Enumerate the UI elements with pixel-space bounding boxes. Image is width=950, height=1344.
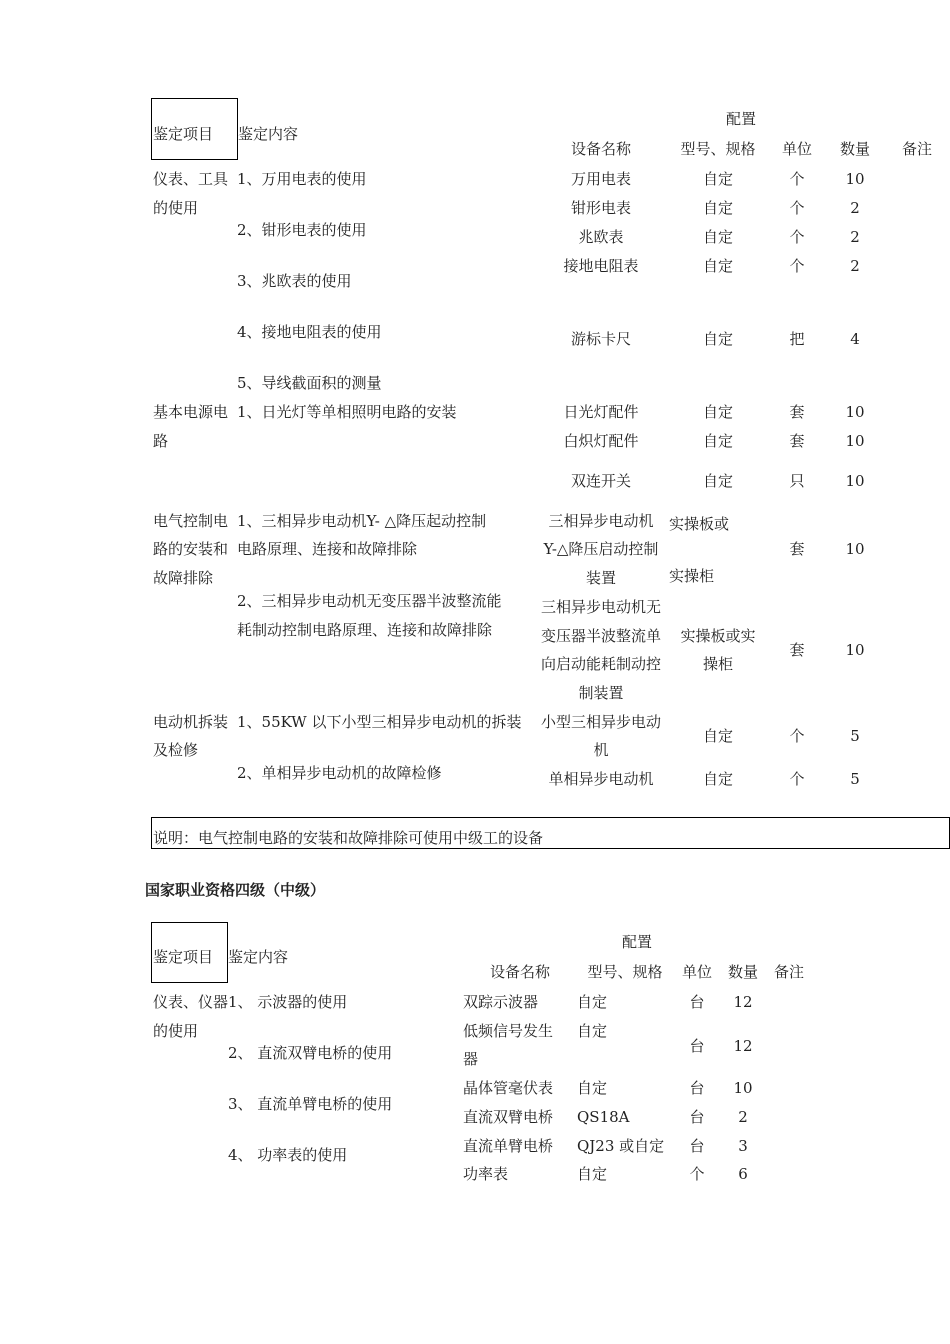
device-cell: 晶体管毫伏表 — [463, 1079, 554, 1097]
device-cell: 三相异步电动机 — [548, 512, 654, 530]
unit-cell: 台 — [689, 993, 705, 1011]
unit-cell: 只 — [789, 472, 805, 490]
model-cell: QS18A — [577, 1108, 630, 1126]
qty-cell: 2 — [850, 257, 860, 275]
qty-cell: 10 — [845, 472, 865, 490]
header-content: 鉴定内容 — [228, 948, 289, 966]
item-cell: 仪表、工具 — [153, 170, 229, 188]
model-cell: 实操板或实 — [680, 627, 756, 645]
remark-text: 说明：电气控制电路的安装和故障排除可使用中级工的设备 — [153, 829, 544, 847]
content-cell: 3、兆欧表的使用 — [237, 272, 352, 290]
content-cell: 2、单相异步电动机的故障检修 — [237, 764, 442, 782]
qty-cell: 5 — [850, 770, 860, 788]
content-cell: 3、 直流单臂电桥的使用 — [228, 1095, 393, 1113]
content-cell: 1、三相异步电动机Y- △降压起动控制 — [237, 512, 487, 530]
model-cell: 操柜 — [702, 655, 734, 673]
unit-cell: 把 — [789, 330, 805, 348]
model-cell: 自定 — [702, 770, 734, 788]
unit-cell: 个 — [789, 228, 805, 246]
device-cell: 钳形电表 — [570, 199, 632, 217]
content-cell: 1、 示波器的使用 — [228, 993, 348, 1011]
device-cell: 功率表 — [463, 1165, 509, 1183]
header-config: 配置 — [725, 110, 757, 128]
item-cell: 电动机拆装 — [153, 713, 229, 731]
device-cell: 制装置 — [578, 684, 624, 702]
device-cell: 日光灯配件 — [563, 403, 639, 421]
model-cell: 自定 — [702, 170, 734, 188]
content-cell: 2、 直流双臂电桥的使用 — [228, 1044, 393, 1062]
header-item: 鉴定项目 — [153, 948, 214, 966]
qty-cell: 10 — [845, 403, 865, 421]
unit-cell: 个 — [789, 727, 805, 745]
device-cell: 变压器半波整流单 — [540, 627, 662, 645]
device-cell: 白炽灯配件 — [563, 432, 639, 450]
qty-cell: 12 — [733, 1037, 753, 1055]
item-cell: 的使用 — [153, 199, 199, 217]
model-cell: 自定 — [577, 1022, 608, 1040]
device-cell: 游标卡尺 — [570, 330, 632, 348]
item-cell: 路的安装和 — [153, 540, 229, 558]
item-cell: 的使用 — [153, 1022, 199, 1040]
unit-cell: 个 — [789, 170, 805, 188]
device-cell: 双踪示波器 — [463, 993, 539, 1011]
model-cell: 自定 — [702, 403, 734, 421]
qty-cell: 10 — [845, 170, 865, 188]
content-cell: 1、55KW 以下小型三相异步电动机的拆装 — [237, 713, 522, 731]
model-cell: QJ23 或自定 — [577, 1137, 665, 1155]
unit-cell: 台 — [689, 1079, 705, 1097]
device-cell: 直流单臂电桥 — [463, 1137, 554, 1155]
qty-cell: 2 — [738, 1108, 748, 1126]
qty-cell: 4 — [850, 330, 860, 348]
model-cell: 自定 — [702, 228, 734, 246]
header-note: 备注 — [773, 963, 805, 981]
section-title: 国家职业资格四级（中级） — [145, 881, 326, 899]
device-cell: 接地电阻表 — [563, 257, 639, 275]
unit-cell: 套 — [789, 641, 805, 659]
unit-cell: 台 — [689, 1108, 705, 1126]
unit-cell: 台 — [689, 1137, 705, 1155]
content-cell: 2、三相异步电动机无变压器半波整流能 — [237, 592, 502, 610]
content-cell: 耗制动控制电路原理、连接和故障排除 — [237, 621, 493, 639]
model-cell: 自定 — [702, 330, 734, 348]
device-cell: 万用电表 — [570, 170, 632, 188]
item-cell: 仪表、仪器 — [153, 993, 229, 1011]
model-cell: 自定 — [702, 727, 734, 745]
unit-cell: 台 — [689, 1037, 705, 1055]
model-cell: 自定 — [702, 199, 734, 217]
header-unit: 单位 — [681, 963, 713, 981]
unit-cell: 套 — [789, 403, 805, 421]
header-device: 设备名称 — [570, 140, 632, 158]
content-cell: 4、接地电阻表的使用 — [237, 323, 382, 341]
unit-cell: 个 — [789, 770, 805, 788]
item-cell: 基本电源电 — [153, 403, 229, 421]
qty-cell: 2 — [850, 199, 860, 217]
device-cell: 直流双臂电桥 — [463, 1108, 554, 1126]
content-cell: 电路原理、连接和故障排除 — [237, 540, 418, 558]
qty-cell: 10 — [845, 432, 865, 450]
item-cell: 路 — [153, 432, 169, 450]
header-qty: 数量 — [727, 963, 759, 981]
header-item: 鉴定项目 — [153, 125, 214, 143]
content-cell: 1、日光灯等单相照明电路的安装 — [237, 403, 457, 421]
qty-cell: 12 — [733, 993, 753, 1011]
unit-cell: 套 — [789, 432, 805, 450]
model-cell: 实操柜 — [669, 567, 715, 585]
model-cell: 自定 — [577, 1165, 608, 1183]
content-cell: 5、导线截面积的测量 — [237, 374, 382, 392]
qty-cell: 5 — [850, 727, 860, 745]
device-cell: 器 — [463, 1050, 479, 1068]
header-model: 型号、规格 — [680, 140, 756, 158]
device-cell: 向启动能耗制动控 — [540, 655, 662, 673]
qty-cell: 10 — [733, 1079, 753, 1097]
unit-cell: 个 — [789, 257, 805, 275]
unit-cell: 个 — [689, 1165, 705, 1183]
device-cell: 装置 — [585, 569, 617, 587]
qty-cell: 3 — [738, 1137, 748, 1155]
header-qty: 数量 — [839, 140, 871, 158]
unit-cell: 个 — [789, 199, 805, 217]
header-model: 型号、规格 — [587, 963, 663, 981]
device-cell: 单相异步电动机 — [548, 770, 654, 788]
device-cell: 机 — [593, 741, 609, 759]
qty-cell: 10 — [845, 540, 865, 558]
item-cell: 及检修 — [153, 741, 199, 759]
device-cell: 小型三相异步电动 — [540, 713, 662, 731]
header-config: 配置 — [621, 933, 653, 951]
header-device: 设备名称 — [489, 963, 551, 981]
model-cell: 自定 — [577, 1079, 608, 1097]
item-cell: 电气控制电 — [153, 512, 229, 530]
qty-cell: 10 — [845, 641, 865, 659]
item-cell: 故障排除 — [153, 569, 214, 587]
device-cell: 兆欧表 — [578, 228, 624, 246]
qty-cell: 2 — [850, 228, 860, 246]
device-cell: Y-△降压启动控制 — [543, 540, 659, 558]
device-cell: 双连开关 — [570, 472, 632, 490]
header-note: 备注 — [901, 140, 933, 158]
content-cell: 4、 功率表的使用 — [228, 1146, 348, 1164]
header-content: 鉴定内容 — [238, 125, 299, 143]
content-cell: 2、钳形电表的使用 — [237, 221, 367, 239]
model-cell: 自定 — [702, 257, 734, 275]
device-cell: 三相异步电动机无 — [540, 598, 662, 616]
header-unit: 单位 — [781, 140, 813, 158]
device-cell: 低频信号发生 — [463, 1022, 554, 1040]
model-cell: 自定 — [702, 432, 734, 450]
content-cell: 1、万用电表的使用 — [237, 170, 367, 188]
qty-cell: 6 — [738, 1165, 748, 1183]
model-cell: 实操板或 — [669, 515, 730, 533]
model-cell: 自定 — [702, 472, 734, 490]
unit-cell: 套 — [789, 540, 805, 558]
model-cell: 自定 — [577, 993, 608, 1011]
